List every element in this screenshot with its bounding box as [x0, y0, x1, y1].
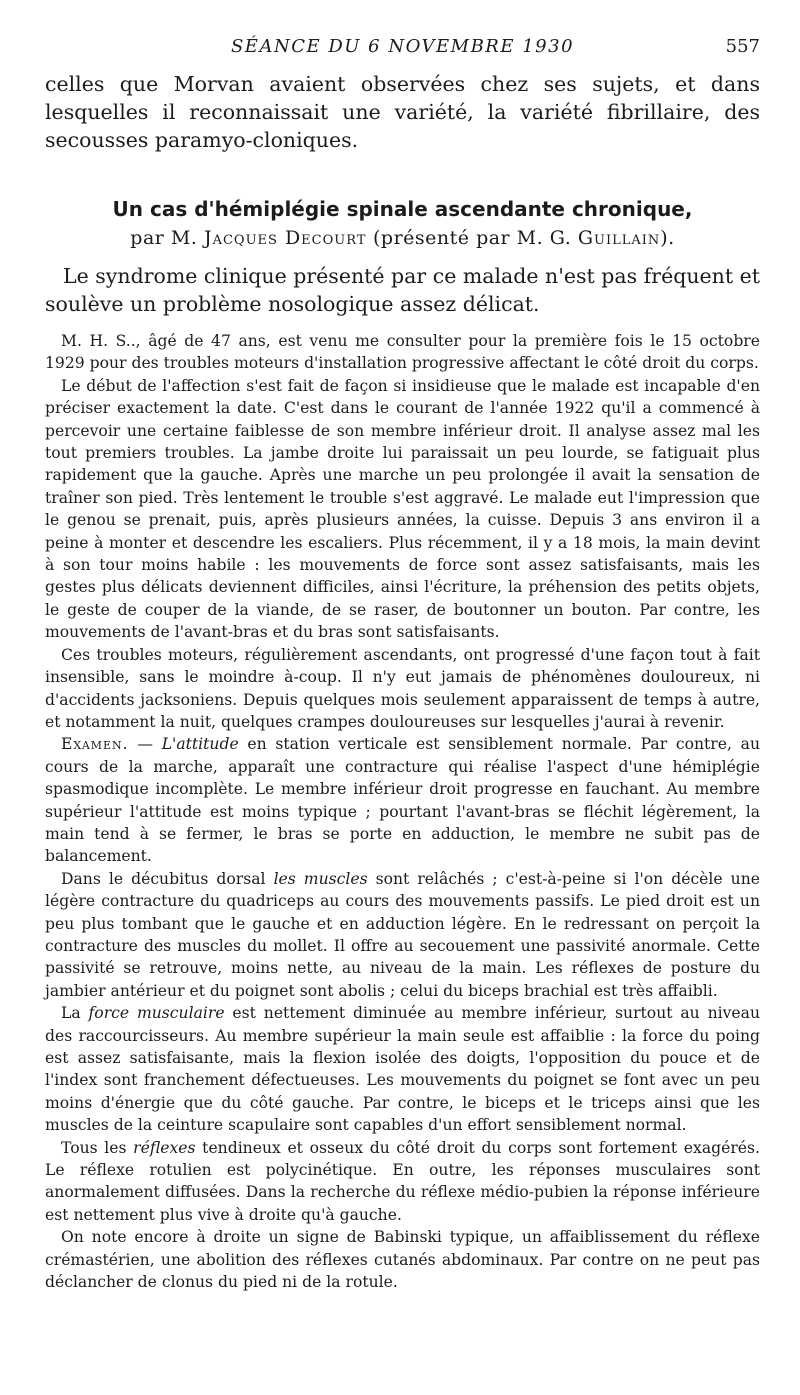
body-paragraph-3: Ces troubles moteurs, régulièrement ascendants, ont progressé d'une façon tout à fait insensible, sans le moindre à-coup. Il n'y eut jamais de phénomènes douloureux, ni d'accidents jacksoniens. Depuis quelques mois seulement apparaissent de temps à autre, et notamment la nuit, quelques crampes douloureuses sur lesquelles j'aurai à revenir.: [45, 645, 760, 731]
examen-dash: —: [128, 735, 162, 754]
body-paragraph-4: [45, 733, 760, 867]
body-paragraph-5: [45, 868, 760, 1002]
examen-label: Examen.: [61, 735, 129, 754]
p5-start: Dans le décubitus dorsal: [61, 869, 274, 888]
force-term: force musculaire: [88, 1004, 225, 1023]
presenter-name: Guillain: [577, 227, 661, 249]
byline-presented: (présenté par M. G.: [373, 227, 572, 249]
muscles-term: les muscles: [273, 869, 368, 888]
byline-par: par M.: [130, 227, 198, 249]
p7-start: Tous les: [61, 1138, 134, 1157]
byline-close: ).: [660, 227, 675, 249]
body-paragraph-6: [45, 1002, 760, 1136]
reflexes-term: réflexes: [133, 1138, 196, 1157]
page-header: [45, 34, 760, 60]
page-number: 557: [725, 36, 760, 57]
author-name: Jacques Decourt: [203, 227, 367, 249]
body-paragraph-8: On note encore à droite un signe de Babinski typique, un affaiblissement du réflexe crémastérien, une abolition des réflexes cutanés abdominaux. Par contre on ne peut pas déclancher de clonus du pied ni de la rotule.: [45, 1228, 760, 1292]
examen-text: en station verticale est sensiblement normale. Par contre, au cours de la marche, apparaît une contracture qui réalise l'aspect d'une hémiplégie spasmodique incomplète. Le membre inférieur droit progresse en fauchant. Au membre supérieur l'attitude est moins typique ; pourtant l'avant-bras se fléchit légèrement, la main tend à se fermer, le bras se porte en adduction, le membre ne subit pas de balancement.: [45, 735, 760, 866]
article-title: Un cas d'hémiplégie spinale ascendante chronique,: [112, 197, 693, 221]
running-title: SÉANCE DU 6 NOVEMBRE 1930: [230, 36, 575, 57]
attitude-term: L'attitude: [161, 735, 239, 754]
body-paragraph-7: [45, 1137, 760, 1227]
p7-text: tendineux et osseux du côté droit du corps sont fortement exagérés. Le réflexe rotulien est polycinétique. En outre, les réponses musculaires sont anormalement diffusées. Dans la recherche du réflexe médio-pubien la réponse inférieure est nettement plus vive à droite qu'à gauche.: [45, 1138, 760, 1224]
article-body: [45, 330, 760, 1293]
intro-paragraph: celles que Morvan avaient observées chez ses sujets, et dans lesquelles il reconnaissait une variété, la variété fibrillaire, des secousses paramyo-cloniques.: [45, 72, 760, 152]
lead-paragraph: Le syndrome clinique présenté par ce malade n'est pas fréquent et soulève un problème nosologique assez délicat.: [45, 264, 760, 316]
p6-start: La: [61, 1004, 89, 1023]
article-byline: [45, 225, 760, 251]
p5-text: sont relâchés ; c'est-à-peine si l'on décèle une légère contracture du quadriceps au cours des mouvements passifs. Le pied droit est un peu plus tombant que le gauche et en adduction légère. En le redressant on perçoit la contracture des muscles du mollet. Il offre au secouement une passivité anormale. Cette passivité se retrouve, moins nette, au niveau de la main. Les réflexes de posture du jambier antérieur et du poignet sont abolis ; celui du biceps brachial est très affaibli.: [45, 869, 760, 1000]
body-paragraph-2: Le début de l'affection s'est fait de façon si insidieuse que le malade est incapable d'en préciser exactement la date. C'est dans le courant de l'année 1922 qu'il a commencé à percevoir une certaine faiblesse de son membre inférieur droit. Il analyse assez mal les tout premiers troubles. La jambe droite lui paraissait un peu lourde, se fatiguait plus rapidement que la gauche. Après une marche un peu prolongée il avait la sensation de traîner son pied. Très lentement le trouble s'est aggravé. Le malade eut l'impression que le genou se prenait, puis, après plusieurs années, la cuisse. Depuis 3 ans environ il a peine à monter et descendre les escaliers. Plus récemment, il y a 18 mois, la main devint à son tour moins habile : les mouvements de force sont assez satisfaisants, mais les gestes plus délicats deviennent difficiles, ainsi l'écriture, la préhension des petits objets, le geste de couper de la viande, de se raser, de boutonner un bouton. Par contre, les mouvements de l'avant-bras et du bras sont satisfaisants.: [45, 376, 760, 642]
p6-text: est nettement diminuée au membre inférieur, surtout au niveau des raccourcisseurs. Au membre supérieur la main seule est affaiblie : la force du poing est assez satisfaisante, mais la flexion isolée des doigts, l'opposition du pouce et de l'index sont franchement défectueuses. Les mouvements du poignet se font avec un peu moins d'énergie que du côté gauche. Par contre, le biceps et le triceps ainsi que les muscles de la ceinture scapulaire sont capables d'un effort sensiblement normal.: [45, 1004, 760, 1135]
body-paragraph-1: M. H. S.., âgé de 47 ans, est venu me consulter pour la première fois le 15 octobre 1929 pour des troubles moteurs d'installation progressive affectant le côté droit du corps.: [45, 332, 760, 373]
